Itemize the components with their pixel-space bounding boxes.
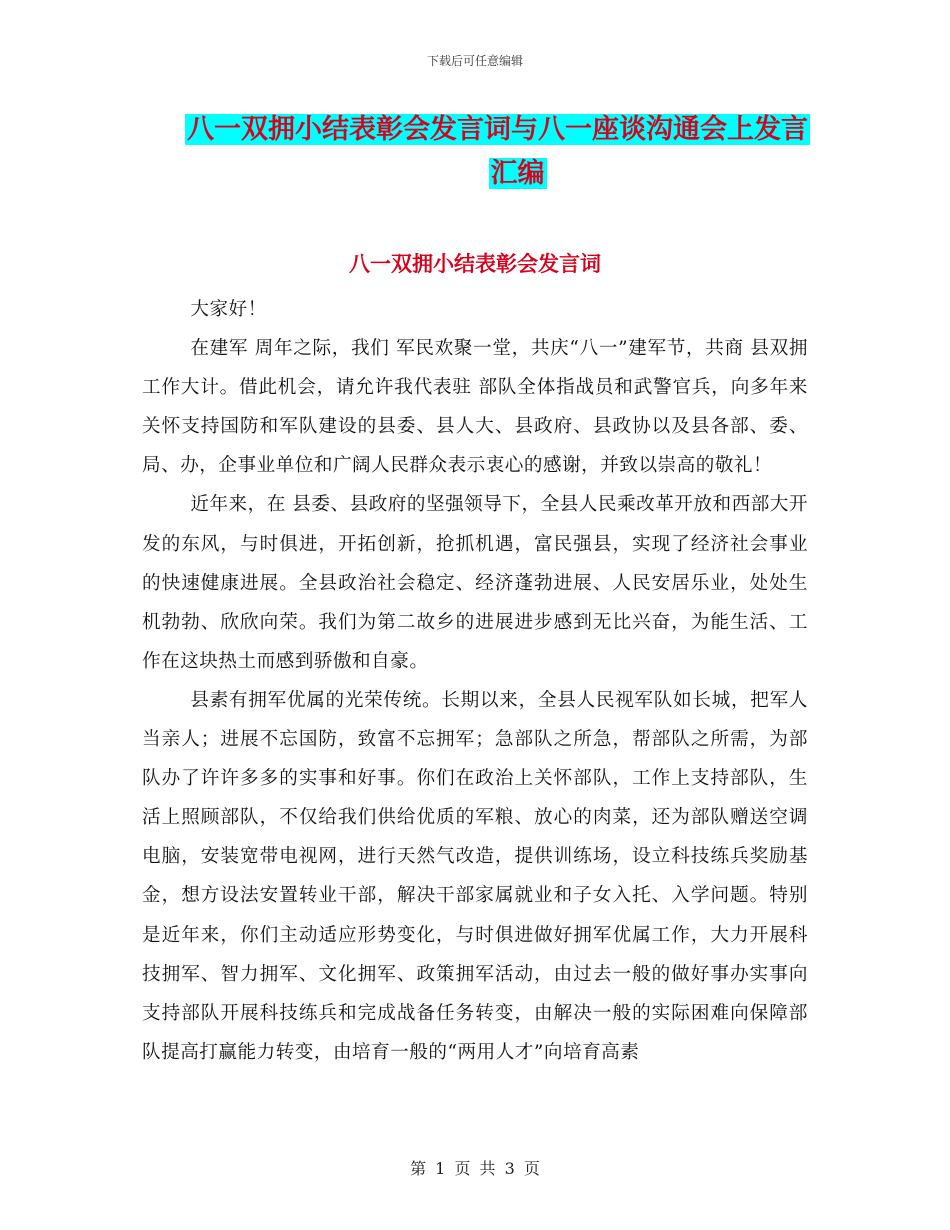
document-title-line-2: 汇编 — [490, 158, 545, 189]
header-note: 下载后可任意编辑 — [426, 54, 523, 68]
paragraph: 近年来，在 县委、县政府的坚强领导下，全县人民乘改革开放和西部大开发的东风，与时俱进，开拓创新，抢抓机遇，富民强县，实现了经济社会事业的快速健康进展。全县政治社会稳定、经济蓬勃进展、人民安居乐业，处处生机勃勃、欣欣向荣。我们为第二故乡的进展进步感到无比兴奋，为能生活、工作在这块热土而感到骄傲和自豪。 — [142, 494, 808, 672]
document-title — [140, 108, 810, 196]
section-title: 八一双拥小结表彰会发言词 — [349, 251, 601, 276]
document-body — [142, 290, 808, 1072]
paragraph-greeting: 大家好！ — [190, 299, 267, 320]
page-number: 第 1 页 共 3 页 — [410, 1159, 540, 1178]
paragraph: 在建军 周年之际，我们 军民欢聚一堂，共庆“八一”建军节，共商 县双拥工作大计。借此机会，请允许我代表驻 部队全体指战员和武警官兵，向多年来关怀支持国防和军队建设的县委、县人大、县政府、县政协以及县各部、委、局、办，企事业单位和广阔人民群众表示衷心的感谢，并致以崇高的敬礼！ — [142, 338, 808, 477]
paragraph: 县素有拥军优属的光荣传统。长期以来，全县人民视军队如长城，把军人当亲人；进展不忘国防，致富不忘拥军；急部队之所急，帮部队之所需，为部队办了许许多多的实事和好事。你们在政治上关怀部队，工作上支持部队，生活上照顾部队，不仅给我们供给优质的军粮、放心的肉菜，还为部队赠送空调电脑，安装宽带电视网，进行天然气改造，提供训练场，设立科技练兵奖励基金，想方设法安置转业干部，解决干部家属就业和子女入托、入学问题。特别是近年来，你们主动适应形势变化，与时俱进做好拥军优属工作，大力开展科技拥军、智力拥军、文化拥军、政策拥军活动，由过去一般的做好事办实事向支持部队开展科技练兵和完成战备任务转变，由解决一般的实际困难向保障部队提高打赢能力转变，由培育一般的“两用人才”向培育高素 — [142, 689, 808, 1063]
document-title-line-1: 八一双拥小结表彰会发言词与八一座谈沟通会上发言 — [187, 114, 808, 145]
